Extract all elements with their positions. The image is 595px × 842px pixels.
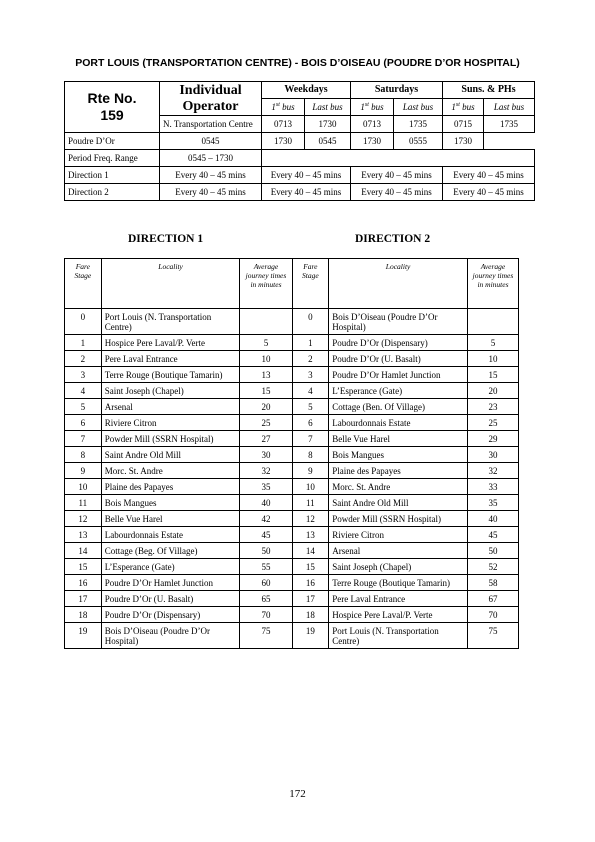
- last-bus-header: Last bus: [305, 99, 351, 116]
- journey-time: 60: [240, 575, 292, 591]
- journey-time: 70: [467, 607, 518, 623]
- locality-name: Bois Mangues: [101, 495, 240, 511]
- fare-stage-number: 6: [292, 415, 329, 431]
- fare-stage-number: 17: [65, 591, 102, 607]
- time-cell: 1730: [351, 133, 394, 150]
- journey-time: 75: [467, 623, 518, 649]
- journey-time: 10: [240, 351, 292, 367]
- locality-name: Belle Vue Harel: [329, 431, 468, 447]
- locality-name: Saint Andre Old Mill: [101, 447, 240, 463]
- fare-stages-table: [64, 258, 519, 649]
- fare-stage-row: [65, 495, 519, 511]
- fare-stage-number: 13: [65, 527, 102, 543]
- locality-name: Port Louis (N. Transportation Centre): [101, 309, 240, 335]
- fare-stage-row: [65, 367, 519, 383]
- time-cell: 0713: [262, 116, 305, 133]
- time-cell: 0545: [305, 133, 351, 150]
- locality-name: Bois D’Oiseau (Poudre D’Or Hospital): [329, 309, 468, 335]
- schedule-row: [65, 133, 535, 150]
- journey-time: 50: [467, 543, 518, 559]
- journey-time: 23: [467, 399, 518, 415]
- journey-time: 20: [467, 383, 518, 399]
- journey-time: 30: [240, 447, 292, 463]
- first-bus-header: 1st bus: [262, 99, 305, 116]
- fare-stage-number: 19: [65, 623, 102, 649]
- fare-stage-number: 11: [292, 495, 329, 511]
- time-cell: 1730: [262, 133, 305, 150]
- journey-time: 5: [240, 335, 292, 351]
- fare-stage-number: 16: [292, 575, 329, 591]
- fare-stage-number: 0: [65, 309, 102, 335]
- fare-stage-row: [65, 399, 519, 415]
- fare-stage-number: 3: [65, 367, 102, 383]
- locality-name: Hospice Pere Laval/P. Verte: [329, 607, 468, 623]
- locality-name: Poudre D’Or (U. Basalt): [101, 591, 240, 607]
- journey-time: 65: [240, 591, 292, 607]
- journey-time: 32: [467, 463, 518, 479]
- locality-name: Riviere Citron: [329, 527, 468, 543]
- journey-time: 25: [467, 415, 518, 431]
- fare-stage-number: 12: [292, 511, 329, 527]
- fare-stage-number: 2: [65, 351, 102, 367]
- locality-name: Saint Joseph (Chapel): [329, 559, 468, 575]
- average-time-header: Average journey times in minutes: [240, 259, 292, 309]
- fare-stage-number: 5: [65, 399, 102, 415]
- fare-stage-number: 13: [292, 527, 329, 543]
- schedule-table: [64, 81, 535, 201]
- route-label: Rte No.: [87, 90, 137, 106]
- fare-stage-number: 12: [65, 511, 102, 527]
- locality-name: Saint Andre Old Mill: [329, 495, 468, 511]
- weekdays-header: Weekdays: [262, 82, 351, 99]
- journey-time: [467, 309, 518, 335]
- locality-name: Plaine des Papayes: [329, 463, 468, 479]
- journey-time: 52: [467, 559, 518, 575]
- journey-time: 27: [240, 431, 292, 447]
- fare-stage-row: [65, 335, 519, 351]
- page-title: PORT LOUIS (TRANSPORTATION CENTRE) - BOIS D’OISEAU (POUDRE D’OR HOSPITAL): [75, 57, 520, 69]
- locality-name: Poudre D’Or (Dispensary): [101, 607, 240, 623]
- locality-name: Arsenal: [329, 543, 468, 559]
- fare-stage-number: 17: [292, 591, 329, 607]
- fare-stage-number: 1: [292, 335, 329, 351]
- time-cell: 1730: [443, 133, 484, 150]
- fare-stage-row: [65, 415, 519, 431]
- journey-time: 20: [240, 399, 292, 415]
- fare-stage-row: [65, 559, 519, 575]
- journey-time: 67: [467, 591, 518, 607]
- journey-time: 29: [467, 431, 518, 447]
- time-cell: 1735: [394, 116, 443, 133]
- locality-header: Locality: [101, 259, 240, 309]
- locality-name: Port Louis (N. Transportation Centre): [329, 623, 468, 649]
- time-cell: 1735: [484, 116, 535, 133]
- time-cell: 0545: [160, 133, 262, 150]
- fare-stage-number: 19: [292, 623, 329, 649]
- route-number: 159: [100, 107, 124, 123]
- frequency-cell: Every 40 – 45 mins: [262, 184, 351, 201]
- fare-stage-row: [65, 431, 519, 447]
- locality-name: Morc. St. Andre: [101, 463, 240, 479]
- fare-stage-number: 9: [292, 463, 329, 479]
- journey-time: 30: [467, 447, 518, 463]
- journey-time: 32: [240, 463, 292, 479]
- locality-name: Riviere Citron: [101, 415, 240, 431]
- journey-time: 13: [240, 367, 292, 383]
- first-bus-header: 1st bus: [351, 99, 394, 116]
- period-frequency-row: [65, 150, 535, 167]
- fare-stage-number: 8: [65, 447, 102, 463]
- suns-phs-header: Suns. & PHs: [443, 82, 535, 99]
- locality-name: Morc. St. Andre: [329, 479, 468, 495]
- fare-stage-number: 4: [292, 383, 329, 399]
- first-bus-header: 1st bus: [443, 99, 484, 116]
- fare-stage-row: [65, 591, 519, 607]
- journey-time: 35: [240, 479, 292, 495]
- frequency-cell: Every 40 – 45 mins: [262, 167, 351, 184]
- journey-time: 15: [467, 367, 518, 383]
- fare-stage-row: [65, 479, 519, 495]
- direction-label: Direction 1: [65, 167, 160, 184]
- time-cell: 0715: [443, 116, 484, 133]
- journey-time: 5: [467, 335, 518, 351]
- locality-name: Powder Mill (SSRN Hospital): [329, 511, 468, 527]
- fare-stage-number: 6: [65, 415, 102, 431]
- fare-stage-row: [65, 309, 519, 335]
- locality-name: Poudre D’Or Hamlet Junction: [329, 367, 468, 383]
- locality-name: Pere Laval Entrance: [101, 351, 240, 367]
- frequency-cell: Every 40 – 45 mins: [351, 184, 443, 201]
- journey-time: 70: [240, 607, 292, 623]
- locality-name: Terre Rouge (Boutique Tamarin): [329, 575, 468, 591]
- journey-time: 33: [467, 479, 518, 495]
- journey-time: 10: [467, 351, 518, 367]
- fare-stage-number: 2: [292, 351, 329, 367]
- fare-stage-number: 14: [65, 543, 102, 559]
- locality-name: L’Esperance (Gate): [101, 559, 240, 575]
- frequency-cell: Every 40 – 45 mins: [443, 167, 535, 184]
- frequency-cell: Every 40 – 45 mins: [443, 184, 535, 201]
- journey-time: 35: [467, 495, 518, 511]
- fare-stage-header: Fare Stage: [65, 259, 102, 309]
- fare-stage-number: 1: [65, 335, 102, 351]
- operator-header: Individual Operator: [160, 82, 262, 116]
- terminus-name: Poudre D’Or: [65, 133, 160, 150]
- fare-stage-row: [65, 607, 519, 623]
- locality-name: Poudre D’Or (U. Basalt): [329, 351, 468, 367]
- direction-2-row: [65, 184, 535, 201]
- fare-stage-header: Fare Stage: [292, 259, 329, 309]
- fare-stage-row: [65, 511, 519, 527]
- frequency-cell: Every 40 – 45 mins: [351, 167, 443, 184]
- locality-name: Poudre D’Or Hamlet Junction: [101, 575, 240, 591]
- fare-stage-number: 18: [292, 607, 329, 623]
- locality-name: Belle Vue Harel: [101, 511, 240, 527]
- time-cell: 1730: [305, 116, 351, 133]
- locality-name: Bois D’Oiseau (Poudre D’Or Hospital): [101, 623, 240, 649]
- fare-stage-number: 3: [292, 367, 329, 383]
- fare-stage-row: [65, 527, 519, 543]
- fare-stage-number: 10: [65, 479, 102, 495]
- journey-time: 50: [240, 543, 292, 559]
- fare-stage-number: 8: [292, 447, 329, 463]
- fare-stage-row: [65, 623, 519, 649]
- locality-name: Labourdonnais Estate: [329, 415, 468, 431]
- route-number-cell: [65, 82, 160, 133]
- terminus-name: N. Transportation Centre: [160, 116, 262, 133]
- locality-header: Locality: [329, 259, 468, 309]
- journey-time: 40: [240, 495, 292, 511]
- journey-time: 25: [240, 415, 292, 431]
- fare-stage-row: [65, 447, 519, 463]
- fare-stage-number: 18: [65, 607, 102, 623]
- period-label: Period Freq. Range: [65, 150, 160, 167]
- fare-stage-number: 9: [65, 463, 102, 479]
- journey-time: 55: [240, 559, 292, 575]
- locality-name: Plaine des Papayes: [101, 479, 240, 495]
- period-value: 0545 – 1730: [160, 150, 262, 167]
- locality-name: Bois Mangues: [329, 447, 468, 463]
- time-cell: 0555: [394, 133, 443, 150]
- locality-name: Labourdonnais Estate: [101, 527, 240, 543]
- saturdays-header: Saturdays: [351, 82, 443, 99]
- locality-name: Pere Laval Entrance: [329, 591, 468, 607]
- last-bus-header: Last bus: [484, 99, 535, 116]
- direction-1-heading: DIRECTION 1: [128, 233, 204, 245]
- fare-stage-row: [65, 575, 519, 591]
- direction-1-row: [65, 167, 535, 184]
- fare-stage-row: [65, 383, 519, 399]
- journey-time: 45: [467, 527, 518, 543]
- frequency-cell: Every 40 – 45 mins: [160, 184, 262, 201]
- locality-name: Terre Rouge (Boutique Tamarin): [101, 367, 240, 383]
- journey-time: 42: [240, 511, 292, 527]
- time-cell: 0713: [351, 116, 394, 133]
- locality-name: Hospice Pere Laval/P. Verte: [101, 335, 240, 351]
- fare-stage-row: [65, 351, 519, 367]
- locality-name: L’Esperance (Gate): [329, 383, 468, 399]
- fare-stage-number: 15: [65, 559, 102, 575]
- frequency-cell: Every 40 – 45 mins: [160, 167, 262, 184]
- locality-name: Poudre D’Or (Dispensary): [329, 335, 468, 351]
- fare-stage-number: 16: [65, 575, 102, 591]
- fare-stage-number: 10: [292, 479, 329, 495]
- fare-stage-number: 4: [65, 383, 102, 399]
- locality-name: Powder Mill (SSRN Hospital): [101, 431, 240, 447]
- journey-time: 75: [240, 623, 292, 649]
- direction-2-heading: DIRECTION 2: [355, 233, 431, 245]
- journey-time: 40: [467, 511, 518, 527]
- fare-stage-row: [65, 463, 519, 479]
- stages-header-row: [65, 259, 519, 309]
- journey-time: 15: [240, 383, 292, 399]
- locality-name: Arsenal: [101, 399, 240, 415]
- locality-name: Saint Joseph (Chapel): [101, 383, 240, 399]
- fare-stage-number: 14: [292, 543, 329, 559]
- page-number: 172: [289, 788, 306, 800]
- journey-time: 58: [467, 575, 518, 591]
- direction-label: Direction 2: [65, 184, 160, 201]
- fare-stage-number: 7: [65, 431, 102, 447]
- fare-stage-number: 5: [292, 399, 329, 415]
- fare-stage-row: [65, 543, 519, 559]
- fare-stage-number: 15: [292, 559, 329, 575]
- last-bus-header: Last bus: [394, 99, 443, 116]
- fare-stage-number: 11: [65, 495, 102, 511]
- locality-name: Cottage (Beg. Of Village): [101, 543, 240, 559]
- journey-time: [240, 309, 292, 335]
- locality-name: Cottage (Ben. Of Village): [329, 399, 468, 415]
- journey-time: 45: [240, 527, 292, 543]
- fare-stage-number: 7: [292, 431, 329, 447]
- fare-stage-number: 0: [292, 309, 329, 335]
- average-time-header: Average journey times in minutes: [467, 259, 518, 309]
